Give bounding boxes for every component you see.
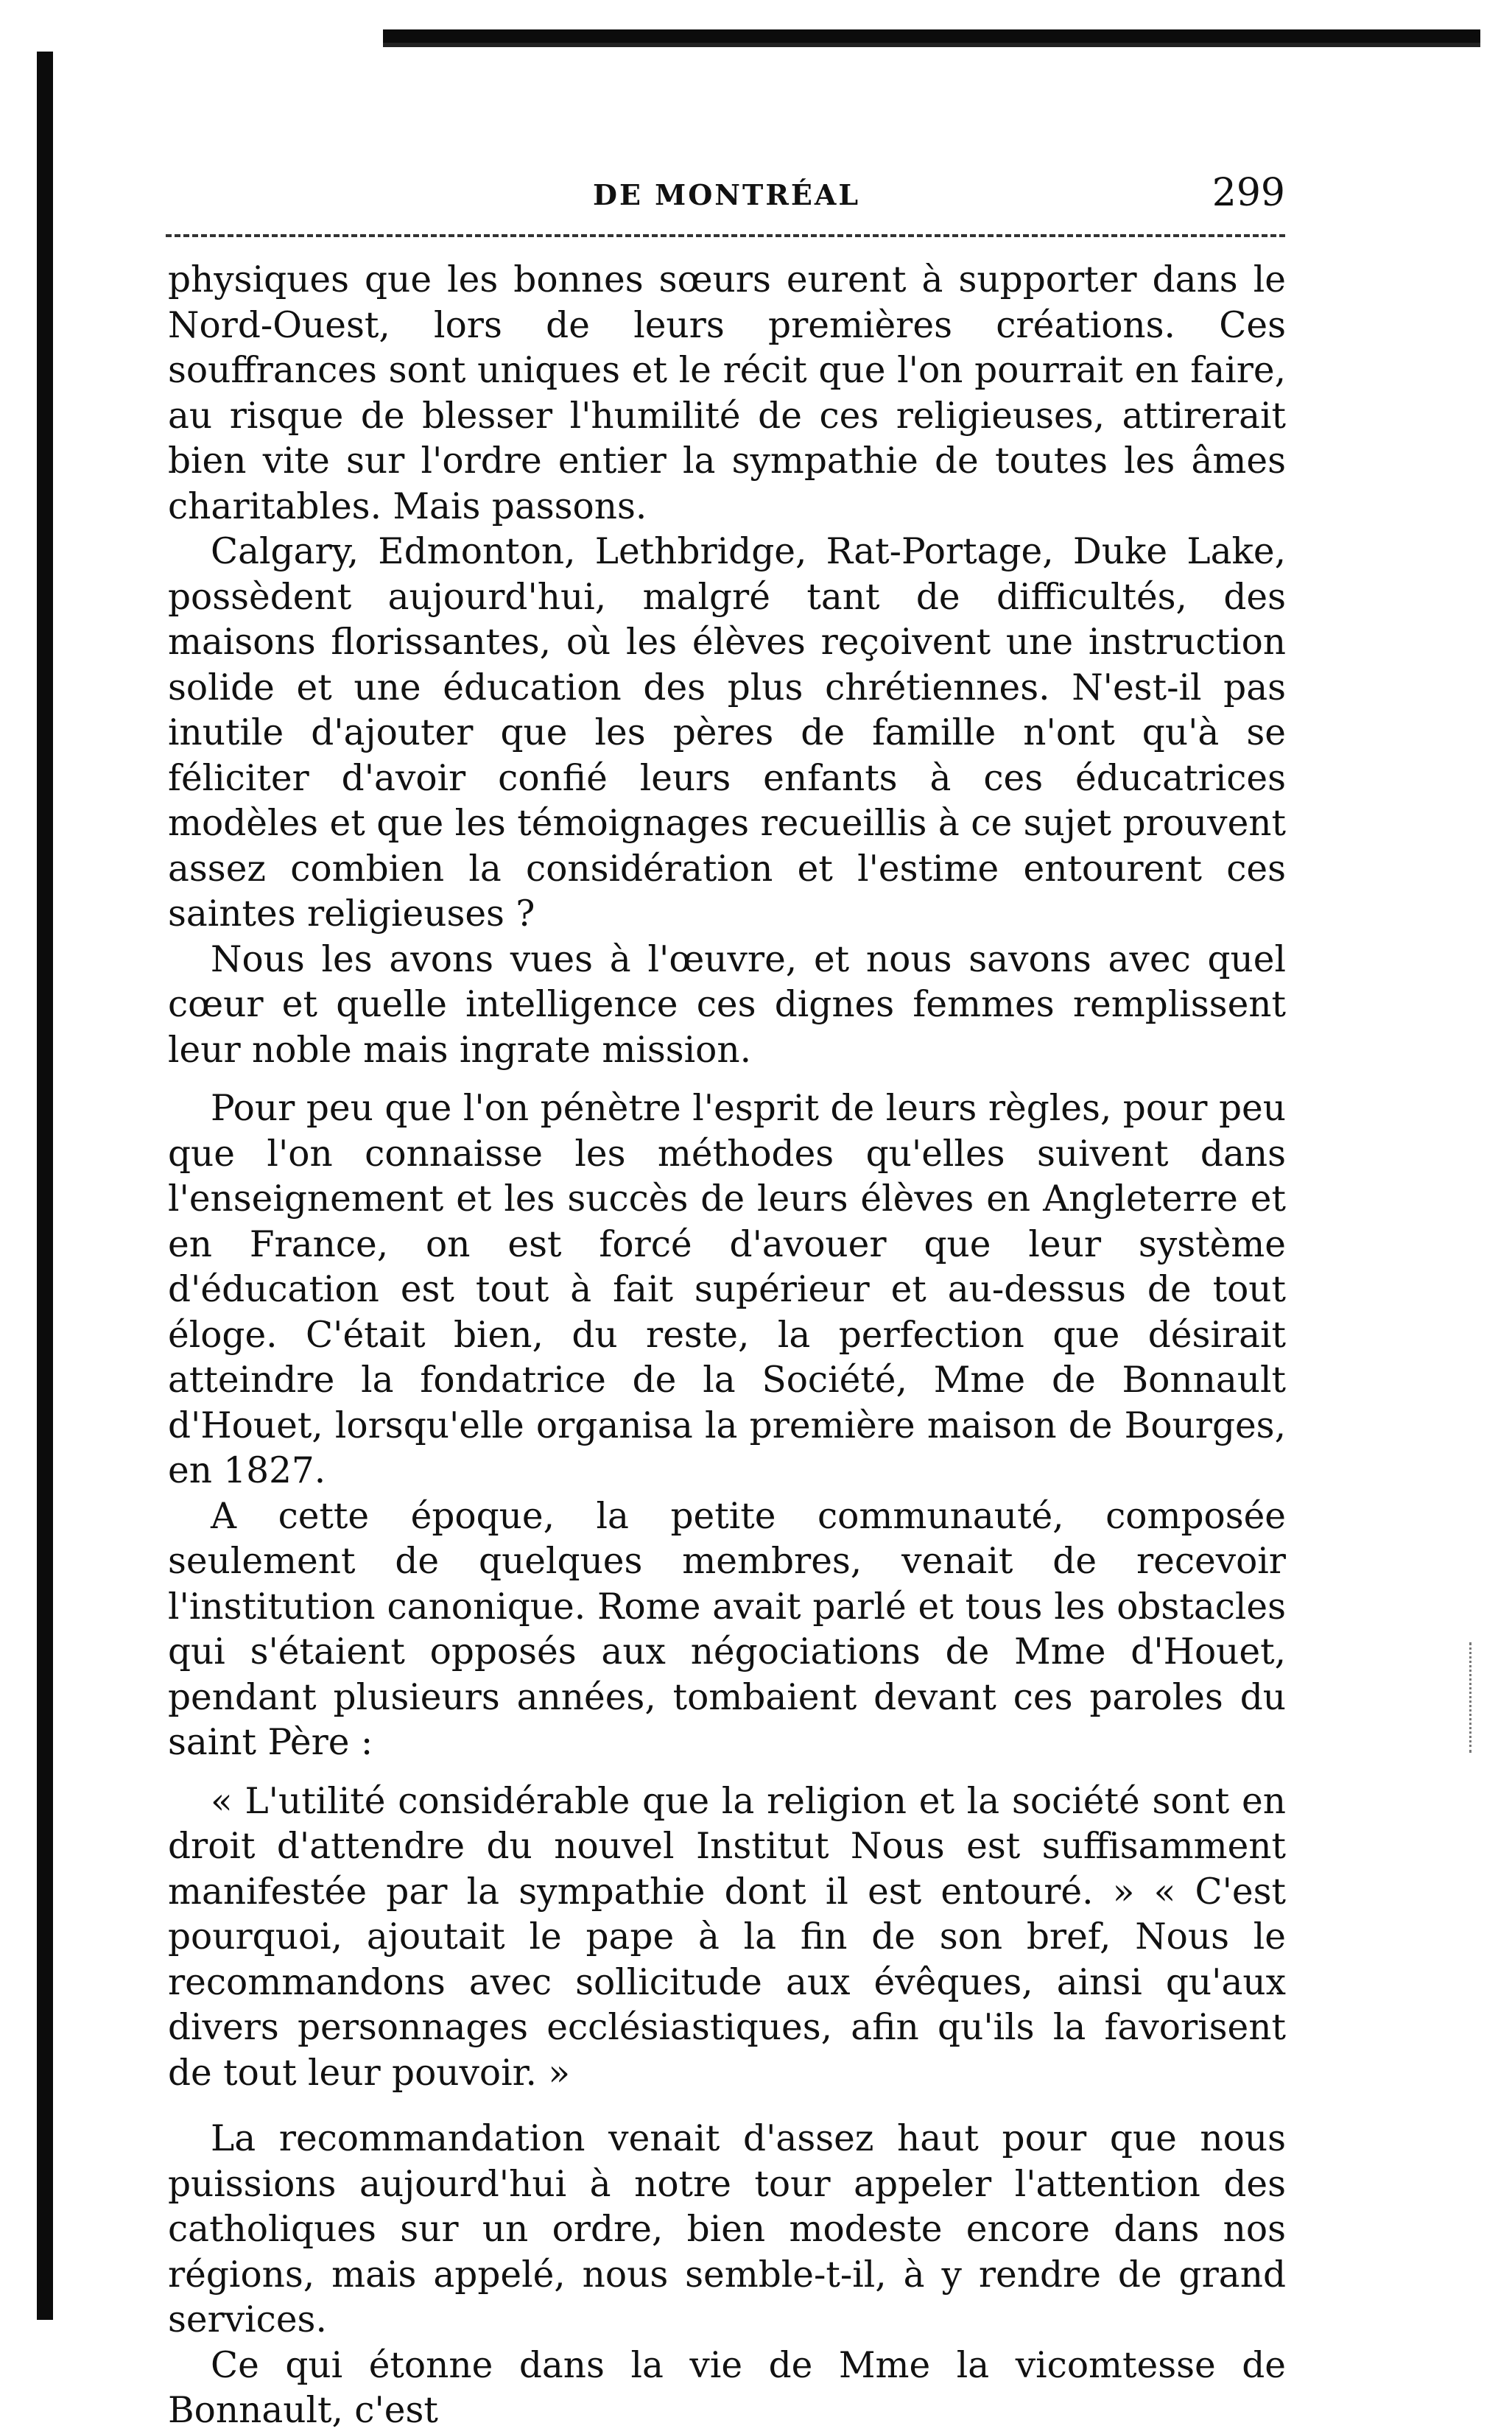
paragraph: Ce qui étonne dans la vie de Mme la vicomtesse de Bonnault, c'est: [168, 2344, 1286, 2431]
paragraph: physiques que les bonnes sœurs eurent à supporter dans le Nord-Ouest, lors de leurs premières créations. Ces souffrances sont uniques et le récit que l'on pourrait en faire, au risque de blesser l'humilité de ces religieuses, attirerait bien vite sur l'ordre entier la sympathie de toutes les âmes charitables. Mais passons.: [168, 259, 1286, 527]
header-rule: [166, 234, 1285, 237]
quotation-paragraph: « L'utilité considérable que la religion et la société sont en droit d'attendre du nouvel Institut Nous est suffisamment manifestée par la sympathie dont il est entouré. » « C'est pourquoi, ajoutait le pape à la fin de son bref, Nous le recommandons avec sollicitude aux évêques, ainsi qu'aux divers personnages ecclésiastiques, afin qu'ils la favorisent de tout leur pouvoir. »: [168, 1780, 1286, 2094]
running-title: DE MONTRÉAL: [593, 178, 861, 211]
scan-edge-left: [37, 52, 53, 2320]
paragraph: Calgary, Edmonton, Lethbridge, Rat-Portage, Duke Lake, possèdent aujourd'hui, malgré tant de difficultés, des maisons florissantes, où les élèves reçoivent une instruction solide et une éducation des plus chrétiennes. N'est-il pas inutile d'ajouter que les pères de famille n'ont qu'à se féliciter d'avoir confié leurs enfants à ces éducatrices modèles et que les témoignages recueillis à ce sujet prouvent assez combien la considération et l'estime entourent ces saintes religieuses ?: [168, 531, 1286, 935]
paragraph: A cette époque, la petite communauté, composée seulement de quelques membres, venait de recevoir l'institution canonique. Rome avait parlé et tous les obstacles qui s'étaient opposés aux négociations de Mme d'Houet, pendant plusieurs années, tombaient devant ces paroles du saint Père :: [168, 1495, 1286, 1763]
paragraph: Pour peu que l'on pénètre l'esprit de leurs règles, pour peu que l'on connaisse les méthodes qu'elles suivent dans l'enseignement et les succès de leurs élèves en Angleterre et en France, on est forcé d'avouer que leur système d'éducation est tout à fait supérieur et au-dessus de tout éloge. C'était bien, du reste, la perfection que désirait atteindre la fondatrice de la Société, Mme de Bonnault d'Houet, lorsqu'elle organisa la première maison de Bourges, en 1827.: [168, 1088, 1286, 1491]
scan-edge-top-thin: [383, 43, 1480, 47]
page-number: 299: [1212, 171, 1285, 215]
margin-marks: [1469, 1642, 1474, 1753]
paragraph: La recommandation venait d'assez haut pour que nous puissions aujourd'hui à notre tour appeler l'attention des catholiques sur un ordre, bien modeste encore dans nos régions, mais appelé, nous semble-t-il, à y rendre de grand services.: [168, 2118, 1286, 2340]
body-text: [168, 258, 1286, 2434]
running-head: [166, 171, 1285, 215]
paragraph: Nous les avons vues à l'œuvre, et nous savons avec quel cœur et quelle intelligence ces dignes femmes remplissent leur noble mais ingrate mission.: [168, 938, 1286, 1071]
